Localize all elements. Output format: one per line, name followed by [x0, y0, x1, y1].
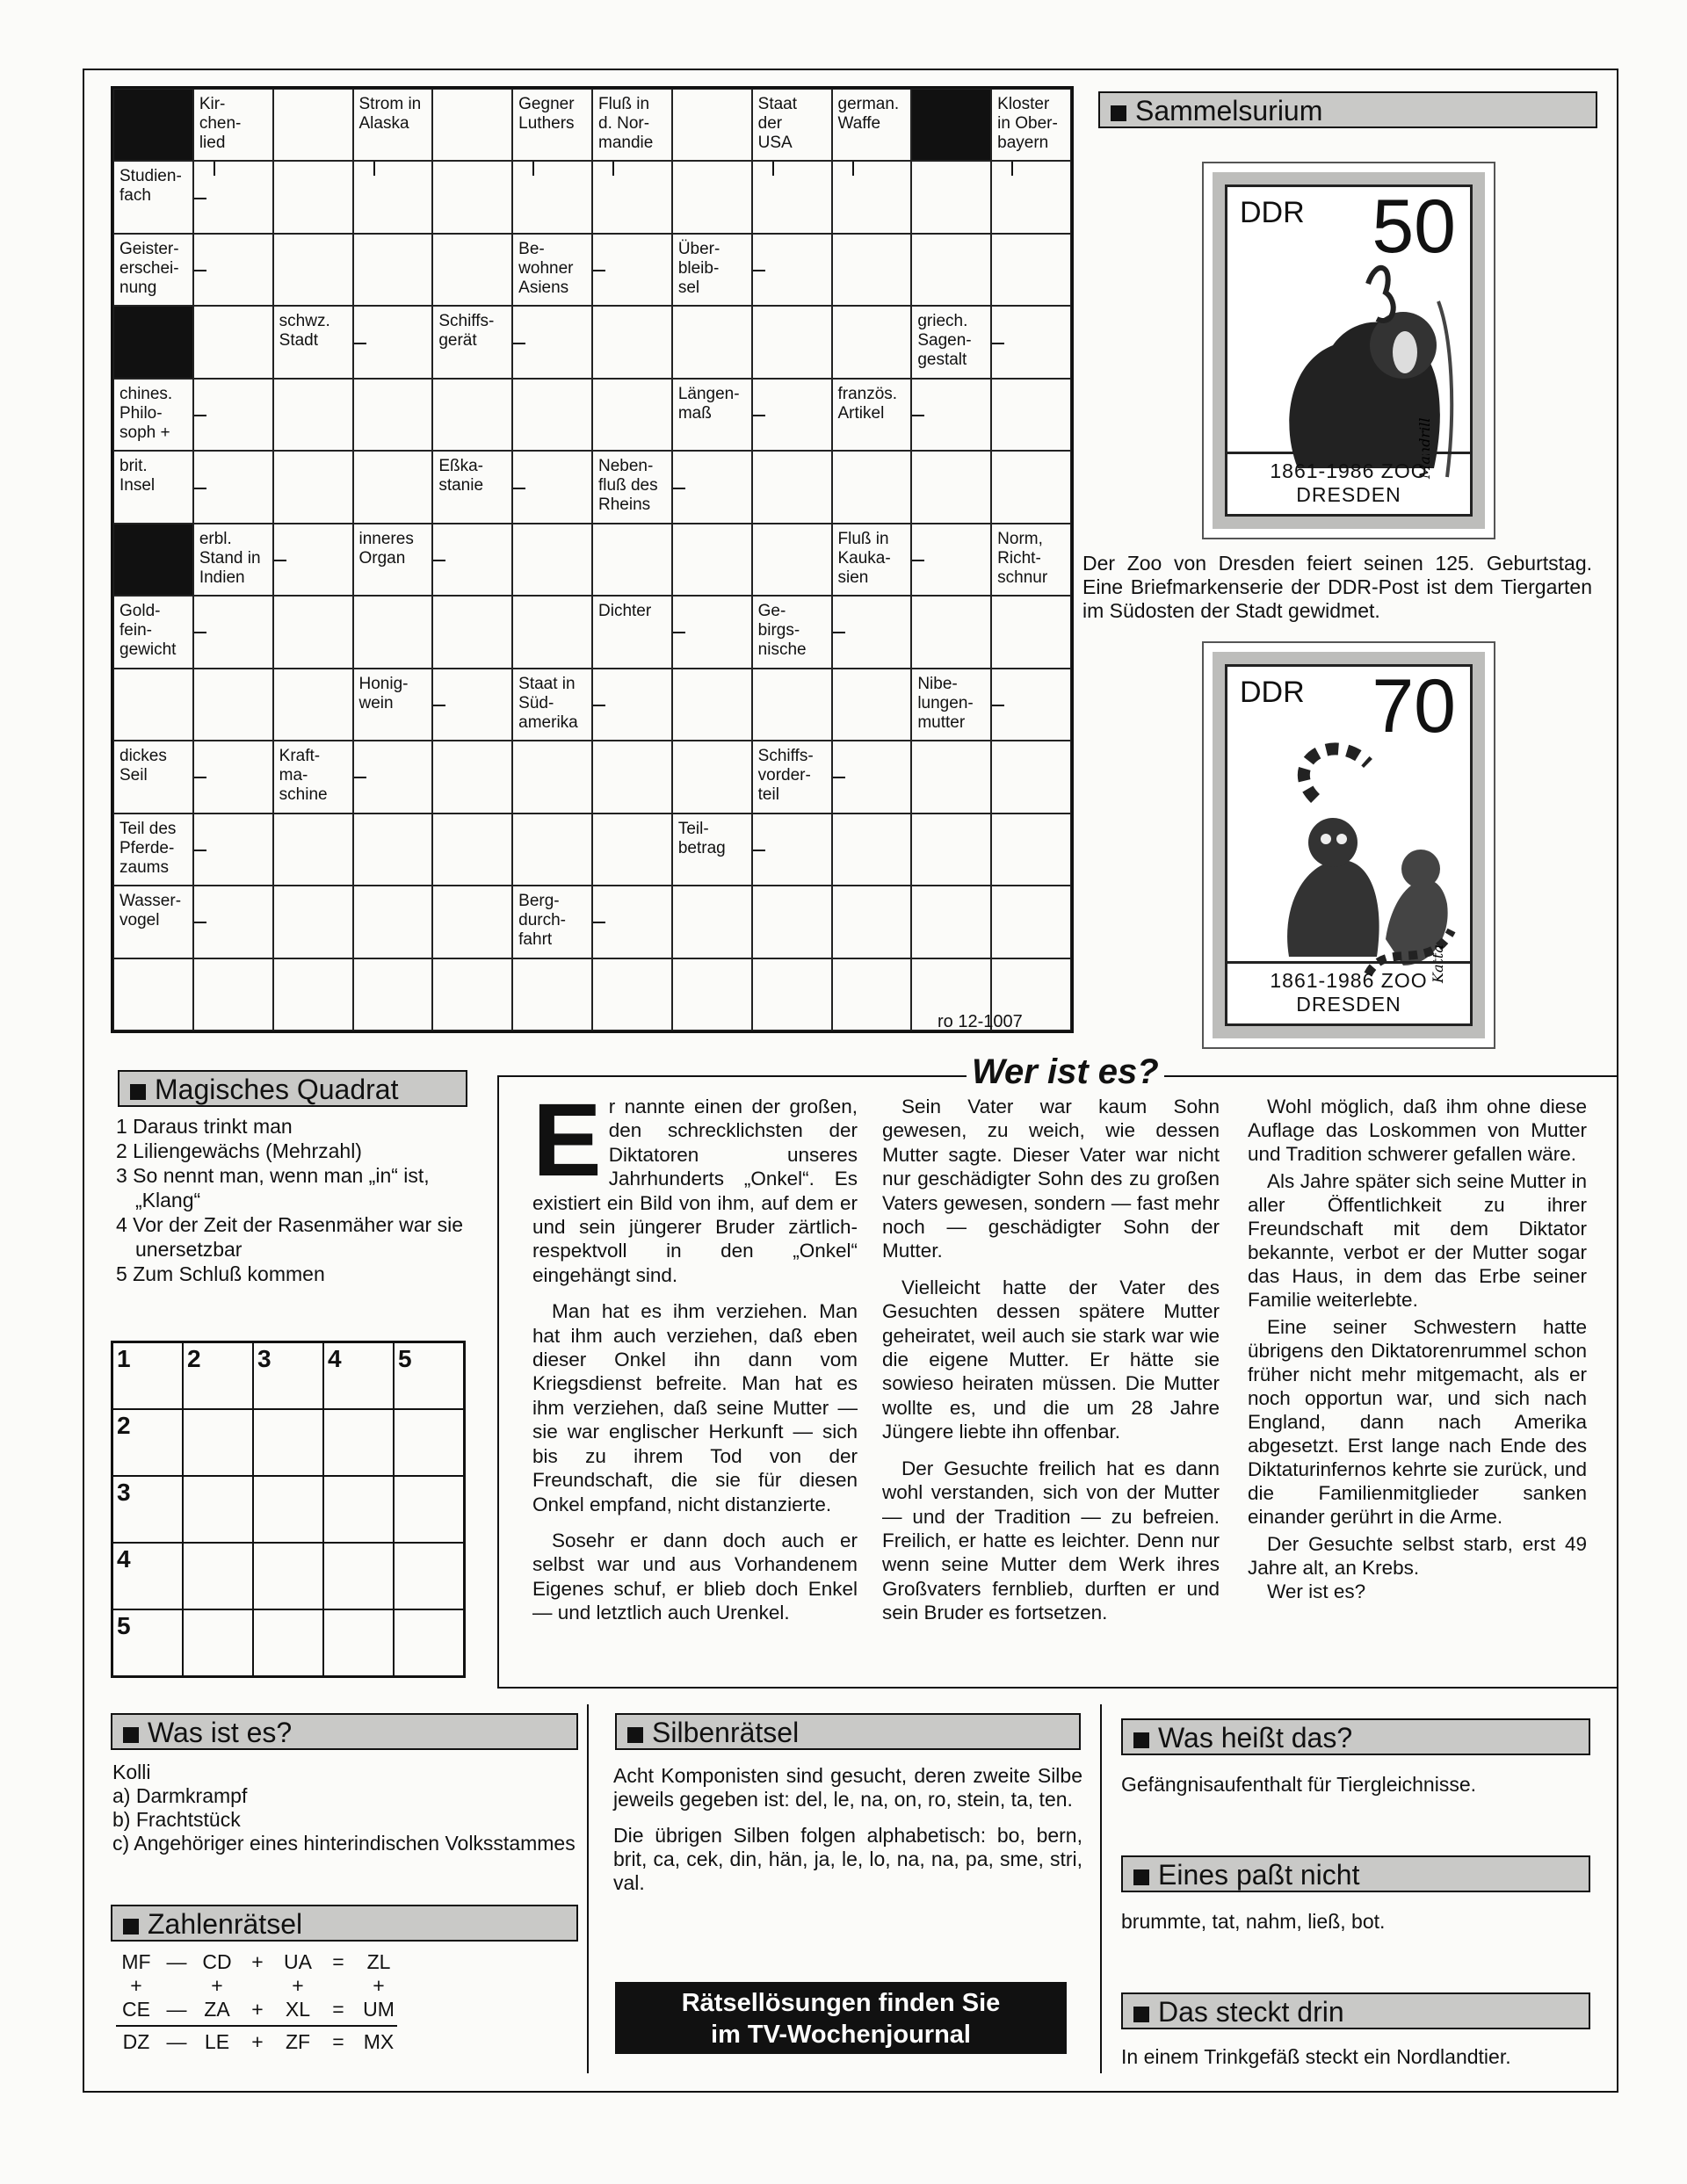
clue-item: 3 So nennt man, wenn man „in“ ist, „Klang“ [116, 1164, 430, 1211]
clue-cell: Honig- wein [353, 669, 433, 741]
quadrat-cell[interactable]: 1 [112, 1342, 183, 1409]
loesungen-line: im TV-Wochenjournal [711, 2021, 971, 2049]
answer-cell[interactable] [432, 379, 512, 451]
quadrat-cell[interactable]: 5 [394, 1342, 464, 1409]
answer-cell[interactable] [991, 451, 1071, 523]
zahlenraetsel-table [116, 1950, 399, 2054]
answer-cell[interactable] [832, 814, 912, 886]
quadrat-cell[interactable] [253, 1543, 323, 1609]
option-item: c) Angehöriger eines hinterindischen Volksstammes [112, 1832, 576, 1855]
answer-cell[interactable] [832, 451, 912, 523]
answer-cell[interactable] [911, 814, 991, 886]
paragraph: Eine seiner Schwestern hatte übrigens den Diktatorenrummel schon früher nicht mehr mitgemacht, als er noch opportun war, und sich nach England, dann nach Amerika abgesetzt. Erst lange nach Ende des Diktaturinfernos kehrte sie zurück, und die Familienmitglieder sanken einander gerührt in die Arme. [1248, 1316, 1587, 1528]
square-icon [1111, 105, 1126, 121]
answer-cell[interactable] [273, 596, 353, 668]
clue-cell: griech. Sagen- gestalt [911, 306, 991, 378]
answer-cell[interactable] [273, 234, 353, 306]
answer-cell[interactable] [512, 161, 592, 233]
clue-item: 4 Vor der Zeit der Rasenmäher war sie unersetzbar [116, 1213, 464, 1261]
square-icon [1133, 1869, 1149, 1885]
answer-cell[interactable] [273, 958, 353, 1031]
answer-cell[interactable] [672, 886, 752, 958]
quadrat-cell[interactable] [183, 1409, 253, 1476]
equation-row: MF — CD + UA = ZL [121, 1950, 391, 1973]
quadrat-cell[interactable]: 2 [112, 1409, 183, 1476]
square-icon [130, 1084, 146, 1100]
answer-cell[interactable] [113, 958, 193, 1031]
answer-cell[interactable] [991, 234, 1071, 306]
zahlenraetsel-title: Zahlenrätsel [148, 1908, 303, 1940]
answer-cell[interactable] [432, 886, 512, 958]
paragraph: Die übrigen Silben folgen alphabetisch: bo, bern, brit, ca, cek, din, hän, ja, le, lo, na, na, pa, sme, stri, val. [613, 1824, 1082, 1894]
clue-cell: Eßka- stanie [432, 451, 512, 523]
quadrat-cell[interactable] [183, 1543, 253, 1609]
eines-passt-nicht-body: brummte, tat, nahm, ließ, bot. [1121, 1910, 1386, 1933]
magisches-quadrat-grid [111, 1341, 466, 1678]
eines-passt-nicht-header [1121, 1855, 1590, 1892]
answer-cell[interactable] [911, 741, 991, 813]
quadrat-cell[interactable]: 4 [112, 1543, 183, 1609]
stamp-footer: 1861-1986 ZOO DRESDEN [1227, 961, 1470, 1016]
answer-cell[interactable] [832, 669, 912, 741]
quadrat-cell[interactable] [183, 1609, 253, 1676]
stamp-inner [1225, 184, 1473, 517]
answer-cell[interactable] [432, 596, 512, 668]
answer-cell[interactable] [273, 814, 353, 886]
quadrat-cell[interactable]: 4 [323, 1342, 394, 1409]
answer-cell[interactable] [911, 596, 991, 668]
answer-cell[interactable] [752, 524, 832, 596]
black-cell [113, 306, 193, 378]
answer-cell[interactable] [113, 669, 193, 741]
loesungen-line: Rätsellösungen finden Sie [681, 1989, 1001, 2017]
clue-cell: Norm, Richt- schnur [991, 524, 1071, 596]
clue-cell: Ge- birgs- nische [752, 596, 832, 668]
quadrat-cell[interactable] [253, 1409, 323, 1476]
answer-cell[interactable] [672, 89, 752, 161]
clue-cell: Strom in Alaska [353, 89, 433, 161]
paragraph: Er nannte einen der großen, den schrecklichsten der Diktatoren unseres Jahrhunderts „Onkel“. Es existiert ein Bild von ihm, auf dem er und sein jüngerer Bruder zärtlich-respektvoll in den „Onkel“ eingehängt sind. [532, 1082, 858, 1286]
answer-cell[interactable] [832, 161, 912, 233]
answer-cell[interactable] [911, 161, 991, 233]
quadrat-cell[interactable] [323, 1543, 394, 1609]
silbenraetsel-header [615, 1713, 1081, 1750]
answer-cell[interactable] [991, 161, 1071, 233]
answer-cell[interactable] [353, 234, 433, 306]
answer-cell[interactable] [353, 886, 433, 958]
quadrat-cell[interactable]: 5 [112, 1609, 183, 1676]
clue-cell: german. Waffe [832, 89, 912, 161]
stamp-country: DDR [1240, 196, 1305, 229]
clue-item: 5 Zum Schluß kommen [116, 1262, 325, 1285]
dropcap: E [532, 1082, 602, 1198]
clue-cell: Staat in Süd- amerika [512, 669, 592, 741]
silbenraetsel-title: Silbenrätsel [652, 1717, 800, 1748]
option-item: a) Darmkrampf [112, 1784, 248, 1807]
sum-rule [116, 2025, 397, 2027]
paragraph: Vielleicht hatte der Vater des Gesuchten dessen spätere Mutter geheiratet, weil auch sie stark war wie die eigene Mutter. Er hätte sie sowieso heiraten müssen. Die Mutter wollte es, und die um 28 Jahre Jüngere liebte ihn offenbar. [882, 1276, 1220, 1443]
paragraph: Sein Vater war kaum Sohn gewesen, zu weich, wie dessen Mutter sagte. Dieser Vater war nicht nur geschädigter Sohn des zu großen Vaters gewesen, sondern — fast mehr noch — geschädigter Sohn der Mutter. [882, 1096, 1220, 1262]
answer-cell[interactable] [432, 89, 512, 161]
clue-cell: Dichter [592, 596, 672, 668]
answer-cell[interactable] [832, 958, 912, 1031]
clue-cell: Be- wohner Asiens [512, 234, 592, 306]
answer-cell[interactable] [592, 958, 672, 1031]
clue-cell: Geister- erschei- nung [113, 234, 193, 306]
answer-cell[interactable] [193, 669, 273, 741]
quadrat-cell[interactable]: 2 [183, 1342, 253, 1409]
svg-text:Katta: Katta [1430, 944, 1446, 983]
column-divider [587, 1704, 589, 2073]
equation-row: CE — ZA + XL = UM [122, 1998, 395, 2021]
sammelsurium-caption: Der Zoo von Dresden feiert seinen 125. Geburtstag. Eine Briefmarkenserie der DDR-Post ist dem Tiergarten im Südosten der Stadt gewidmet. [1082, 552, 1592, 622]
black-cell [113, 524, 193, 596]
square-icon [1133, 2007, 1149, 2022]
clue-cell: Studien- fach [113, 161, 193, 233]
answer-cell[interactable] [353, 814, 433, 886]
answer-cell[interactable] [832, 306, 912, 378]
wer-col-2 [882, 1095, 1220, 1638]
quadrat-cell[interactable] [394, 1409, 464, 1476]
answer-cell[interactable] [273, 89, 353, 161]
answer-cell[interactable] [273, 161, 353, 233]
answer-cell[interactable] [672, 669, 752, 741]
answer-cell[interactable] [273, 886, 353, 958]
option-item: b) Frachtstück [112, 1808, 241, 1831]
sammelsurium-title: Sammelsurium [1135, 95, 1323, 127]
stamp-value: 50 [1372, 184, 1456, 269]
clue-cell: Schiffs- vorder- teil [752, 741, 832, 813]
black-cell [911, 89, 991, 161]
answer-cell[interactable] [512, 596, 592, 668]
was-heisst-das-title: Was heißt das? [1158, 1722, 1353, 1754]
paragraph: Wohl möglich, daß ihm ohne diese Auflage das Loskommen von Mutter und Tradition schwerer gefallen wäre. [1248, 1096, 1587, 1165]
square-icon [123, 1727, 139, 1743]
answer-cell[interactable] [432, 814, 512, 886]
das-steckt-drin-header [1121, 1992, 1590, 2029]
stamp-mandrill [1204, 163, 1494, 538]
answer-cell[interactable] [273, 379, 353, 451]
riddle-word: Kolli [112, 1761, 151, 1783]
clue-cell: Längen- maß [672, 379, 752, 451]
quadrat-cell[interactable] [323, 1476, 394, 1543]
quadrat-cell[interactable] [253, 1609, 323, 1676]
clue-cell: Berg- durch- fahrt [512, 886, 592, 958]
das-steckt-drin-body: In einem Trinkgefäß steckt ein Nordlandtier. [1121, 2045, 1511, 2068]
answer-cell[interactable] [353, 161, 433, 233]
answer-cell[interactable] [273, 451, 353, 523]
answer-cell[interactable] [592, 306, 672, 378]
clue-cell: Fluß in Kauka- sien [832, 524, 912, 596]
answer-cell[interactable] [273, 669, 353, 741]
magisches-quadrat-clues [116, 1114, 485, 1286]
answer-cell[interactable] [672, 741, 752, 813]
clue-cell: schwz. Stadt [273, 306, 353, 378]
zahlenraetsel-header [111, 1905, 578, 1942]
svg-text:Mandrill: Mandrill [1416, 417, 1433, 479]
paragraph: Der Gesuchte selbst starb, erst 49 Jahre alt, an Krebs. [1248, 1533, 1587, 1579]
answer-cell[interactable] [432, 161, 512, 233]
magisches-quadrat-header [118, 1070, 467, 1107]
wer-ist-es-title: Wer ist es? [967, 1052, 1164, 1092]
answer-cell[interactable] [672, 524, 752, 596]
clue-cell: inneres Organ [353, 524, 433, 596]
answer-cell[interactable] [592, 814, 672, 886]
clue-cell: Teil des Pferde- zaums [113, 814, 193, 886]
clue-cell: Kraft- ma- schine [273, 741, 353, 813]
quadrat-cell[interactable] [394, 1609, 464, 1676]
black-cell [113, 89, 193, 161]
answer-cell[interactable] [512, 958, 592, 1031]
answer-cell[interactable] [911, 886, 991, 958]
quadrat-cell[interactable] [323, 1609, 394, 1676]
answer-cell[interactable] [991, 886, 1071, 958]
stamp-footer: 1861-1986 ZOO DRESDEN [1227, 452, 1470, 507]
katta-illustration [1263, 728, 1465, 992]
answer-cell[interactable] [991, 814, 1071, 886]
paragraph: Man hat es ihm verziehen. Man hat ihm auch verziehen, daß eben dieser Onkel ihn dann vom Kriegsdienst befreite. Man hat es ihm verziehen, daß seine Mutter — sie war englischer Herkunft — sich bis zu ihrem Tod von der Freundschaft, die sie für diesen Onkel empfand, nicht distanzierte. [532, 1300, 858, 1515]
stamp-value: 70 [1372, 664, 1456, 748]
loesungen-box [615, 1982, 1067, 2054]
quadrat-cell[interactable] [253, 1476, 323, 1543]
answer-cell[interactable] [832, 886, 912, 958]
clue-cell: Staat der USA [752, 89, 832, 161]
equation-row: DZ — LE + ZF = MX [122, 2030, 395, 2053]
clue-cell: Gold- fein- gewicht [113, 596, 193, 668]
clue-cell: chines. Philo- soph + [113, 379, 193, 451]
answer-cell[interactable] [193, 958, 273, 1031]
answer-cell[interactable] [752, 886, 832, 958]
column-divider [1100, 1704, 1102, 2073]
answer-cell[interactable] [512, 524, 592, 596]
clue-cell: Teil- betrag [672, 814, 752, 886]
clue-cell: Über- bleib- sel [672, 234, 752, 306]
answer-cell[interactable] [353, 596, 433, 668]
clue-cell: französ. Artikel [832, 379, 912, 451]
paragraph: Sosehr er dann doch auch er selbst war und aus Vorhandenem Eigenes schuf, er blieb doch Enkel — und letztlich auch Urenkel. [532, 1529, 858, 1624]
answer-cell[interactable] [911, 234, 991, 306]
stamp-katta [1204, 643, 1494, 1047]
square-icon [1133, 1732, 1149, 1748]
answer-cell[interactable] [752, 669, 832, 741]
paragraph: Als Jahre später sich seine Mutter in aller Öffentlichkeit zu ihrer Freundschaft mit dem Diktator bekannte, verbot er der Mutter sogar das Haus, in dem das Erbe seiner Familie weiterlebte. [1248, 1170, 1587, 1311]
crossword-code: ro 12-1007 [938, 1012, 1023, 1031]
answer-cell[interactable] [592, 741, 672, 813]
answer-cell[interactable] [991, 741, 1071, 813]
answer-cell[interactable] [353, 451, 433, 523]
wer-col-1 [532, 1082, 858, 1638]
clue-item: 2 Liliengewächs (Mehrzahl) [116, 1139, 362, 1162]
clue-cell: Kir- chen- lied [193, 89, 273, 161]
answer-cell[interactable] [512, 741, 592, 813]
answer-cell[interactable] [752, 306, 832, 378]
quadrat-cell[interactable] [394, 1543, 464, 1609]
eines-passt-nicht-title: Eines paßt nicht [1158, 1859, 1360, 1891]
das-steckt-drin-title: Das steckt drin [1158, 1996, 1344, 2028]
answer-cell[interactable] [353, 379, 433, 451]
answer-cell[interactable] [353, 958, 433, 1031]
answer-cell[interactable] [672, 306, 752, 378]
quadrat-cell[interactable] [394, 1476, 464, 1543]
answer-cell[interactable] [752, 161, 832, 233]
quadrat-cell[interactable]: 3 [253, 1342, 323, 1409]
was-ist-es-body [112, 1761, 578, 1855]
answer-cell[interactable] [432, 234, 512, 306]
answer-cell[interactable] [672, 958, 752, 1031]
answer-cell[interactable] [911, 451, 991, 523]
quadrat-cell[interactable]: 3 [112, 1476, 183, 1543]
was-heisst-das-header [1121, 1718, 1590, 1755]
clue-item: 1 Daraus trinkt man [116, 1115, 293, 1138]
answer-cell[interactable] [752, 451, 832, 523]
paragraph: Der Gesuchte freilich hat es dann wohl verstanden, sich von der Mutter — und der Tradition — zu befreien. Freilich, er hatte es leichter. Denn nur wenn seine Mutter dem Werk ihres Großvaters fernblieb, durften er und sein Bruder es fortsetzen. [882, 1457, 1220, 1624]
clue-cell: Fluß in d. Nor- mandie [592, 89, 672, 161]
answer-cell[interactable] [432, 958, 512, 1031]
answer-cell[interactable] [592, 524, 672, 596]
clue-cell: Kloster in Ober- bayern [991, 89, 1071, 161]
was-ist-es-header [111, 1713, 578, 1750]
was-ist-es-title: Was ist es? [148, 1717, 293, 1748]
square-icon [627, 1727, 643, 1743]
clue-cell: Wasser- vogel [113, 886, 193, 958]
wer-col-3 [1248, 1095, 1587, 1616]
clue-cell: erbl. Stand in Indien [193, 524, 273, 596]
square-icon [123, 1919, 139, 1935]
answer-cell[interactable] [432, 741, 512, 813]
silbenraetsel-body [613, 1764, 1082, 1895]
clue-cell: Gegner Luthers [512, 89, 592, 161]
answer-cell[interactable] [512, 814, 592, 886]
answer-cell[interactable] [592, 379, 672, 451]
stamp-inner [1225, 664, 1473, 1026]
answer-cell[interactable] [752, 958, 832, 1031]
answer-cell[interactable] [512, 379, 592, 451]
clue-cell: brit. Insel [113, 451, 193, 523]
answer-cell[interactable] [991, 596, 1071, 668]
stamp-country: DDR [1240, 676, 1305, 709]
paragraph: Acht Komponisten sind gesucht, deren zweite Silbe jeweils gegeben ist: del, le, na, on, ro, stein, ta, ten. [613, 1764, 1082, 1811]
answer-cell[interactable] [672, 161, 752, 233]
sammelsurium-header [1098, 91, 1597, 128]
clue-cell: dickes Seil [113, 741, 193, 813]
crossword-grid [111, 86, 1074, 1033]
answer-cell[interactable] [832, 234, 912, 306]
was-heisst-das-body: Gefängnisaufenthalt für Tiergleichnisse. [1121, 1773, 1477, 1796]
paragraph: Wer ist es? [1267, 1580, 1366, 1602]
answer-cell[interactable] [991, 379, 1071, 451]
operator-row: + + + + [130, 1974, 385, 1997]
quadrat-cell[interactable] [183, 1476, 253, 1543]
clue-cell: Neben- fluß des Rheins [592, 451, 672, 523]
clue-cell: Schiffs- gerät [432, 306, 512, 378]
answer-cell[interactable] [193, 306, 273, 378]
magisches-quadrat-title: Magisches Quadrat [155, 1074, 399, 1105]
quadrat-cell[interactable] [323, 1409, 394, 1476]
clue-cell: Nibe- lungen- mutter [911, 669, 991, 741]
answer-cell[interactable] [592, 161, 672, 233]
